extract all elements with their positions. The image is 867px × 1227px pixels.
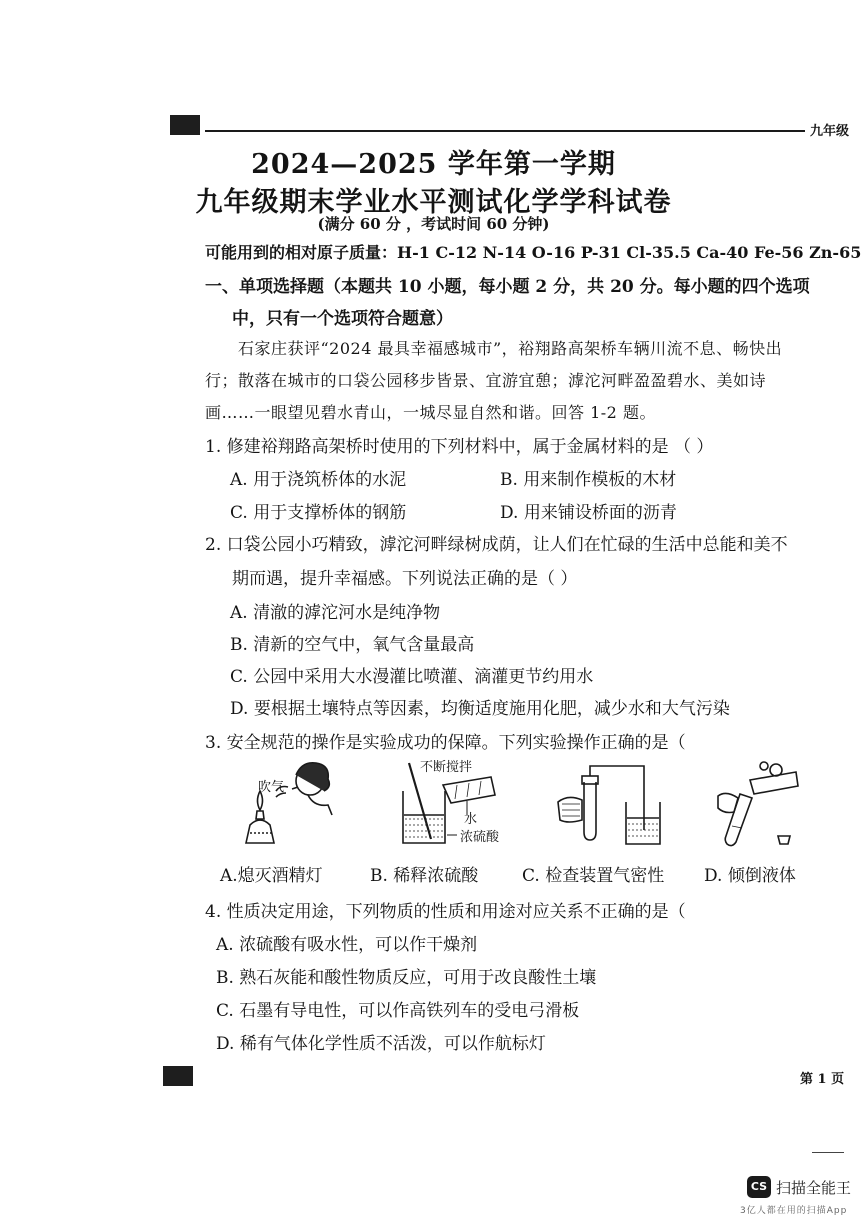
- question-3-stem: 3. 安全规范的操作是实验成功的保障。下列实验操作正确的是（: [205, 733, 686, 753]
- atomic-masses: 可能用到的相对原子质量：H-1 C-12 N-14 O-16 P-31 Cl-35.5 Ca-40 Fe-56 Zn-65: [205, 243, 862, 262]
- question-4-option-b: B. 熟石灰能和酸性物质反应，可用于改良酸性土壤: [216, 968, 597, 988]
- figure-c-airtightness: [548, 758, 663, 848]
- question-2-stem-cont: 期而遇，提升幸福感。下列说法正确的是（ ）: [232, 569, 578, 589]
- question-2-option-a: A. 清澈的滹沱河水是纯净物: [230, 603, 441, 623]
- question-3-option-b: B. 稀释浓硫酸: [370, 866, 479, 886]
- figure-b-label-water: 水: [464, 812, 478, 827]
- question-2-stem: 2. 口袋公园小巧精致，滹沱河畔绿树成荫，让人们在忙碌的生活中总能和美不: [205, 535, 788, 555]
- question-3-option-c: C. 检查装置气密性: [522, 866, 665, 886]
- question-1-option-d: D. 用来铺设桥面的沥青: [500, 503, 677, 523]
- passage-line1: 石家庄获评“2024 最具幸福感城市”，裕翔路高架桥车辆川流不息、畅快出: [238, 339, 783, 358]
- figure-b-label-stir: 不断搅拌: [420, 760, 473, 775]
- bottom-scan-line: [812, 1152, 844, 1153]
- question-2-option-d: D. 要根据土壤特点等因素，均衡适度施用化肥，减少水和大气污染: [230, 699, 730, 719]
- question-4-option-a: A. 浓硫酸有吸水性，可以作干燥剂: [216, 935, 478, 955]
- question-4-option-d: D. 稀有气体化学性质不活泼，可以作航标灯: [216, 1034, 546, 1054]
- passage-line3: 画……一眼望见碧水青山，一城尽显自然和谐。回答 1-2 题。: [205, 403, 656, 422]
- header-rule: [205, 130, 805, 132]
- section1-heading-cont: 中，只有一个选项符合题意）: [232, 309, 453, 329]
- page-number: 第 1 页: [800, 1072, 845, 1087]
- figure-d-pouring: [712, 760, 807, 848]
- exam-meta: (满分 60 分 ，考试时间 60 分钟): [317, 215, 550, 233]
- passage-line2: 行；散落在城市的口袋公园移步皆景、宜游宜憩；滹沱河畔盈盈碧水、美如诗: [205, 371, 767, 390]
- question-1-stem: 1. 修建裕翔路高架桥时使用的下列材料中，属于金属材料的是 （ ）: [205, 437, 714, 457]
- question-3-option-a: A.熄灭酒精灯: [220, 866, 323, 886]
- scanner-app-name: 扫描全能王: [776, 1179, 852, 1197]
- question-2-option-b: B. 清新的空气中，氧气含量最高: [230, 635, 475, 655]
- grade-tag: 九年级: [810, 124, 850, 139]
- figure-a-alcohol-lamp: [236, 755, 336, 850]
- section1-heading: 一、单项选择题（本题共 10 小题，每小题 2 分，共 20 分。每小题的四个选项: [205, 277, 810, 297]
- question-4-stem: 4. 性质决定用途，下列物质的性质和用途对应关系不正确的是（: [205, 902, 686, 922]
- question-1-option-c: C. 用于支撑桥体的钢筋: [230, 503, 407, 523]
- figure-b-label-acid: 浓硫酸: [460, 830, 500, 845]
- question-1-option-b: B. 用来制作模板的木材: [500, 470, 677, 490]
- scanner-logo-icon: CS: [747, 1176, 771, 1198]
- question-2-option-c: C. 公园中采用大水漫灌比喷灌、滴灌更节约用水: [230, 667, 594, 687]
- question-4-option-c: C. 石墨有导电性，可以作高铁列车的受电弓滑板: [216, 1001, 580, 1021]
- scanner-tagline: 3亿人都在用的扫描App: [740, 1206, 848, 1216]
- corner-mark-bottom: [163, 1066, 193, 1086]
- question-3-option-d: D. 倾倒液体: [704, 866, 796, 886]
- corner-mark-top: [170, 115, 200, 135]
- exam-title-line2: 九年级期末学业水平测试化学学科试卷: [195, 187, 672, 218]
- exam-title-line1: 2024—2025 学年第一学期: [251, 149, 616, 180]
- figure-a-label-blow: 吹气: [258, 780, 285, 795]
- question-1-option-a: A. 用于浇筑桥体的水泥: [230, 470, 407, 490]
